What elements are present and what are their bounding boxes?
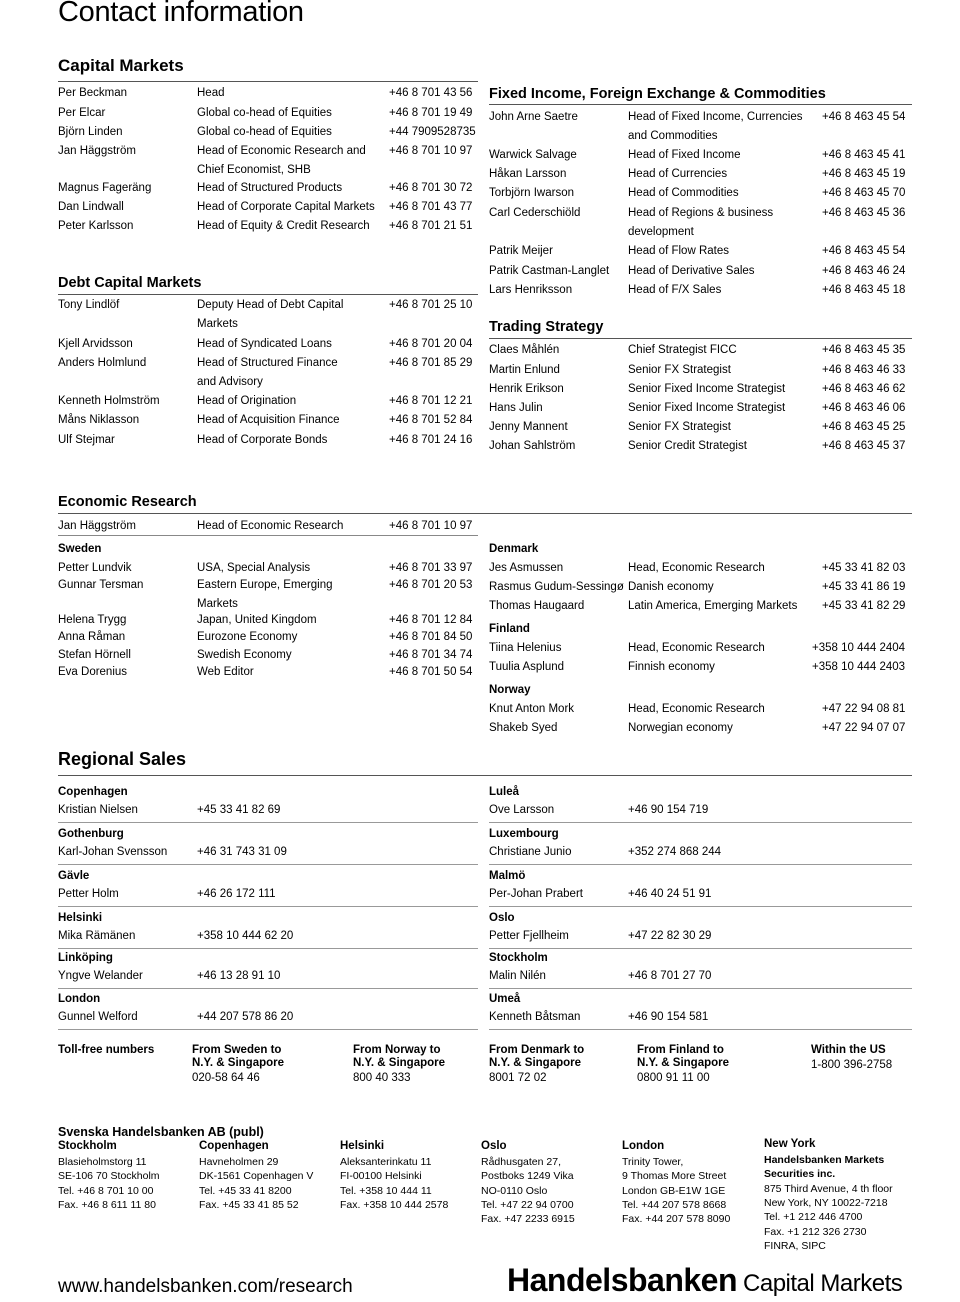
contact-row	[58, 576, 478, 610]
divider	[489, 104, 912, 105]
contact-phone: +46 8 701 85 29	[389, 357, 473, 369]
contact-phone: +46 8 701 12 84	[389, 614, 473, 626]
contact-role: Head of Acquisition Finance	[197, 414, 340, 426]
sales-contact-phone: +46 26 172 111	[197, 888, 276, 900]
contact-name: Claes Måhlén	[489, 344, 560, 356]
contact-phone: +46 8 701 52 84	[389, 414, 473, 426]
office-line: FI-00100 Helsinki	[340, 1170, 422, 1183]
contact-role: Head of Currencies	[628, 168, 728, 180]
country-label: Norway	[489, 684, 531, 696]
contact-row	[489, 361, 909, 380]
sales-city: Copenhagen	[58, 786, 128, 798]
office-line: Tel. +44 207 578 8668	[622, 1198, 727, 1211]
contact-role: Norwegian economy	[628, 722, 733, 734]
toll-free-from: From Sweden to	[192, 1044, 282, 1056]
brand-sub: Capital Markets	[743, 1270, 903, 1297]
contact-name: Warwick Salvage	[489, 149, 577, 161]
country-label: Denmark	[489, 543, 539, 555]
contact-role: Senior Credit Strategist	[628, 440, 747, 452]
contact-role: Eastern Europe, Emerging Markets	[197, 579, 333, 610]
contact-row	[58, 392, 478, 411]
contact-role: Web Editor	[197, 666, 254, 678]
contact-row	[489, 341, 909, 360]
toll-free-from: From Finland to	[637, 1044, 724, 1056]
contact-name: Rasmus Gudum-Sessingø	[489, 581, 624, 593]
contact-phone: +46 8 463 45 25	[822, 421, 906, 433]
divider	[58, 864, 478, 865]
contact-phone: +46 8 463 45 41	[822, 149, 906, 161]
contact-role: Head of Corporate Bonds	[197, 434, 328, 446]
contact-row	[489, 380, 909, 399]
contact-phone: +46 8 701 43 77	[389, 201, 473, 213]
sales-contact-name: Karl-Johan Svensson	[58, 846, 168, 858]
divider	[58, 513, 912, 514]
contact-role: Head of Flow Rates	[628, 245, 729, 257]
contact-role: Head of Derivative Sales	[628, 265, 755, 277]
page-title: Contact information	[58, 0, 304, 28]
toll-free-destination: N.Y. & Singapore	[192, 1057, 285, 1069]
contact-phone: +45 33 41 86 19	[822, 581, 906, 593]
contact-role: Head of Structured Products	[197, 182, 343, 194]
sales-city: London	[58, 993, 101, 1005]
sales-contact-name: Mika Rämänen	[58, 930, 136, 942]
office-city: London	[622, 1140, 665, 1152]
contact-name: Per Elcar	[58, 107, 106, 119]
contact-phone: +45 33 41 82 29	[822, 600, 906, 612]
divider	[58, 775, 912, 776]
contact-phone: +46 8 463 45 70	[822, 187, 906, 199]
toll-free-number: 020-58 64 46	[192, 1072, 260, 1084]
contact-role: Eurozone Economy	[197, 631, 298, 643]
contact-phone: +46 8 701 43 56	[389, 87, 473, 99]
sales-contact-name: Christiane Junio	[489, 846, 572, 858]
toll-free-destination: N.Y. & Singapore	[353, 1057, 446, 1069]
contact-name: Henrik Erikson	[489, 383, 564, 395]
contact-row	[58, 84, 478, 103]
sales-contact-phone: +358 10 444 62 20	[197, 930, 294, 942]
contact-row	[489, 262, 909, 281]
contact-name: Tiina Helenius	[489, 642, 562, 654]
contact-row	[489, 418, 909, 437]
contact-row	[58, 142, 478, 176]
company-name: Svenska Handelsbanken AB (publ)	[58, 1125, 264, 1139]
contact-row	[489, 597, 909, 616]
contact-phone: +46 8 463 45 19	[822, 168, 906, 180]
contact-name: Thomas Haugaard	[489, 600, 585, 612]
sales-contact-phone: +46 40 24 51 91	[628, 888, 712, 900]
contact-phone: +44 7909528735	[389, 126, 476, 138]
contact-role: Japan, United Kingdom	[197, 614, 317, 626]
office-line: Fax. +1 212 326 2730	[764, 1225, 867, 1238]
contact-row	[58, 335, 478, 354]
contact-row	[58, 296, 478, 330]
sales-city: Helsinki	[58, 912, 103, 924]
contact-name: Jan Häggström	[58, 145, 136, 157]
contact-name: Lars Henriksson	[489, 284, 573, 296]
contact-row	[58, 431, 478, 450]
contact-phone: +46 8 463 46 33	[822, 364, 906, 376]
divider	[489, 906, 912, 907]
contact-row	[58, 354, 478, 388]
contact-role: Head of Fixed Income	[628, 149, 741, 161]
sales-contact-phone: +352 274 868 244	[628, 846, 722, 858]
office-city: Helsinki	[340, 1140, 385, 1152]
divider	[58, 822, 478, 823]
contact-name: John Arne Saetre	[489, 111, 578, 123]
country-label: Finland	[489, 623, 530, 635]
section-heading-trading-strategy: Trading Strategy	[489, 319, 604, 335]
contact-role: Senior FX Strategist	[628, 364, 731, 376]
contact-role: Swedish Economy	[197, 649, 292, 661]
office-line: London GB-E1W 1GE	[622, 1184, 726, 1197]
contact-row	[58, 179, 478, 198]
contact-name: Johan Sahlström	[489, 440, 576, 452]
contact-name: Dan Lindwall	[58, 201, 124, 213]
office-line: Fax. +44 207 578 8090	[622, 1213, 731, 1226]
contact-name: Hans Julin	[489, 402, 543, 414]
office-line: Tel. +45 33 41 8200	[199, 1184, 292, 1197]
sales-contact-name: Ove Larsson	[489, 804, 555, 816]
toll-free-from: From Norway to	[353, 1044, 441, 1056]
contact-row	[489, 658, 909, 677]
contact-phone: +46 8 701 50 54	[389, 666, 473, 678]
sales-city: Malmö	[489, 870, 526, 882]
contact-role: Latin America, Emerging Markets	[628, 600, 798, 612]
contact-row	[58, 411, 478, 430]
contact-name: Tuulia Asplund	[489, 661, 565, 673]
sales-city: Gothenburg	[58, 828, 124, 840]
contact-role: USA, Special Analysis	[197, 562, 311, 574]
brand-logo	[507, 1262, 902, 1299]
contact-row	[58, 104, 478, 123]
sales-contact-phone: +46 8 701 27 70	[628, 970, 712, 982]
contact-name: Patrik Meijer	[489, 245, 553, 257]
divider	[489, 988, 912, 989]
contact-role: Senior FX Strategist	[628, 421, 731, 433]
contact-row	[489, 700, 909, 719]
toll-free-from: Within the US	[811, 1044, 886, 1056]
toll-free-number: 8001 72 02	[489, 1072, 547, 1084]
contact-name: Anders Holmlund	[58, 357, 147, 369]
sales-contact-phone: +44 207 578 86 20	[197, 1011, 294, 1023]
contact-role: Head of Fixed Income, Currencies and Commodities	[628, 111, 803, 142]
sales-contact-name: Kenneth Båtsman	[489, 1011, 581, 1023]
contact-name: Shakeb Syed	[489, 722, 558, 734]
contact-name: Carl Cederschiöld	[489, 207, 581, 219]
contact-role: Finnish economy	[628, 661, 715, 673]
contact-phone: +47 22 94 07 07	[822, 722, 906, 734]
office-line: Fax. +45 33 41 85 52	[199, 1198, 299, 1211]
contact-name: Anna Råman	[58, 631, 126, 643]
contact-role: Head of Origination	[197, 395, 297, 407]
contact-phone: +358 10 444 2404	[812, 642, 906, 654]
contact-phone: +46 8 701 19 49	[389, 107, 473, 119]
contact-name: Patrik Castman-Langlet	[489, 265, 610, 277]
contact-role: Senior Fixed Income Strategist	[628, 402, 786, 414]
divider	[58, 81, 478, 82]
contact-phone: +46 8 701 10 97	[389, 520, 473, 532]
contact-role: Head of Commodities	[628, 187, 739, 199]
contact-name: Stefan Hörnell	[58, 649, 131, 661]
divider	[489, 1029, 912, 1030]
sales-contact-phone: +47 22 82 30 29	[628, 930, 712, 942]
office-line: 9 Thomas More Street	[622, 1170, 727, 1183]
contact-row	[58, 123, 478, 142]
office-line: Securities inc.	[764, 1168, 836, 1181]
contact-phone: +46 8 463 45 35	[822, 344, 906, 356]
contact-role: Head of Syndicated Loans	[197, 338, 332, 350]
contact-name: Petter Lundvik	[58, 562, 132, 574]
contact-row	[489, 184, 909, 203]
office-line: Postboks 1249 Vika	[481, 1170, 574, 1183]
contact-row	[58, 198, 478, 217]
contact-phone: +46 8 701 30 72	[389, 182, 473, 194]
office-line: Blasieholmstorg 11	[58, 1156, 147, 1168]
contact-row	[58, 663, 478, 682]
divider	[58, 1029, 478, 1030]
divider	[489, 948, 912, 949]
contact-phone: +46 8 701 21 51	[389, 220, 473, 232]
contact-role: Head, Economic Research	[628, 562, 765, 574]
contact-row	[489, 578, 909, 597]
office-line: Tel. +1 212 446 4700	[764, 1211, 863, 1224]
website-url[interactable]: www.handelsbanken.com/research	[58, 1276, 353, 1297]
office-line: 875 Third Avenue, 4 th floor	[764, 1182, 893, 1195]
contact-name: Ulf Stejmar	[58, 434, 115, 446]
sales-city: Stockholm	[489, 952, 548, 964]
office-line: Fax. +47 2233 6915	[481, 1213, 575, 1226]
contact-row	[489, 108, 909, 142]
contact-name: Eva Dorenius	[58, 666, 128, 678]
section-heading-fixed-income: Fixed Income, Foreign Exchange & Commodities	[489, 86, 826, 102]
contact-row	[489, 165, 909, 184]
contact-role: Head of Economic Research	[197, 520, 344, 532]
contact-role: Head of Equity & Credit Research	[197, 220, 370, 232]
contact-phone: +46 8 463 45 36	[822, 207, 906, 219]
contact-role: Head, Economic Research	[628, 642, 765, 654]
contact-row	[489, 437, 909, 456]
office-city: Copenhagen	[199, 1140, 269, 1152]
contact-phone: +46 8 463 45 37	[822, 440, 906, 452]
divider	[58, 906, 478, 907]
contact-phone: +46 8 701 25 10	[389, 299, 473, 311]
office-line: Tel. +358 10 444 11	[340, 1184, 432, 1197]
divider	[58, 294, 478, 295]
contact-phone: +46 8 701 33 97	[389, 562, 473, 574]
office-line: Fax. +358 10 444 2578	[340, 1198, 449, 1211]
contact-role: Head, Economic Research	[628, 703, 765, 715]
contact-role: Senior Fixed Income Strategist	[628, 383, 786, 395]
contact-row	[58, 517, 478, 536]
contact-name: Kenneth Holmström	[58, 395, 160, 407]
contact-role: Head of Regions & business development	[628, 207, 774, 238]
section-heading-regional-sales: Regional Sales	[58, 749, 187, 769]
office-line: New York, NY 10022-7218	[764, 1196, 888, 1209]
contact-phone: +46 8 701 20 04	[389, 338, 473, 350]
sales-city: Gävle	[58, 870, 90, 882]
contact-name: Jes Asmussen	[489, 562, 564, 574]
contact-phone: +46 8 463 46 62	[822, 383, 906, 395]
contact-role: Head of Corporate Capital Markets	[197, 201, 375, 213]
office-line: Trinity Tower,	[622, 1156, 684, 1168]
contact-name: Martin Enlund	[489, 364, 560, 376]
section-heading-debt-capital-markets: Debt Capital Markets	[58, 275, 202, 291]
contact-name: Torbjörn Iwarson	[489, 187, 575, 199]
contact-row	[489, 399, 909, 418]
contact-name: Tony Lindlöf	[58, 299, 120, 311]
office-line: Aleksanterinkatu 11	[340, 1156, 432, 1168]
section-heading-capital-markets: Capital Markets	[58, 56, 184, 75]
sales-contact-phone: +46 31 743 31 09	[197, 846, 287, 858]
contact-name: Håkan Larsson	[489, 168, 567, 180]
sales-contact-name: Petter Holm	[58, 888, 119, 900]
contact-row	[489, 146, 909, 165]
contact-role: Head of Structured Finance and Advisory	[197, 357, 338, 388]
sales-contact-name: Per-Johan Prabert	[489, 888, 583, 900]
sales-city: Umeå	[489, 993, 521, 1005]
contact-row	[489, 242, 909, 261]
contact-name: Magnus Fageräng	[58, 182, 152, 194]
contact-role: Global co-head of Equities	[197, 126, 332, 138]
sales-contact-phone: +45 33 41 82 69	[197, 804, 281, 816]
office-line: NO-0110 Oslo	[481, 1184, 548, 1197]
contact-phone: +45 33 41 82 03	[822, 562, 906, 574]
sales-city: Luleå	[489, 786, 520, 798]
contact-row	[489, 281, 909, 300]
contact-role: Global co-head of Equities	[197, 107, 332, 119]
sales-contact-name: Gunnel Welford	[58, 1011, 138, 1023]
contact-name: Gunnar Tersman	[58, 579, 144, 591]
contact-name: Jan Häggström	[58, 520, 136, 532]
contact-role: Danish economy	[628, 581, 714, 593]
sales-contact-phone: +46 90 154 581	[628, 1011, 709, 1023]
office-line: Fax. +46 8 611 11 80	[58, 1198, 156, 1211]
toll-free-number: 1-800 396-2758	[811, 1059, 893, 1071]
sales-contact-name: Petter Fjellheim	[489, 930, 569, 942]
contact-row	[489, 204, 909, 238]
contact-row	[489, 719, 909, 738]
sales-city: Luxembourg	[489, 828, 559, 840]
sales-contact-phone: +46 13 28 91 10	[197, 970, 281, 982]
office-city: Stockholm	[58, 1140, 117, 1152]
contact-phone: +46 8 701 24 16	[389, 434, 473, 446]
contact-row	[58, 628, 478, 647]
office-line: Rådhusgaten 27,	[481, 1156, 561, 1168]
office-line: SE-106 70 Stockholm	[58, 1170, 160, 1183]
contact-phone: +46 8 463 45 54	[822, 111, 906, 123]
contact-role: Chief Strategist FICC	[628, 344, 737, 356]
contact-phone: +46 8 701 20 53	[389, 579, 473, 591]
toll-free-number: 800 40 333	[353, 1072, 411, 1084]
contact-row	[58, 217, 478, 236]
divider	[58, 535, 478, 536]
contact-phone: +358 10 444 2403	[812, 661, 906, 673]
sales-contact-name: Yngve Welander	[58, 970, 143, 982]
contact-phone: +46 8 463 46 06	[822, 402, 906, 414]
toll-free-from: From Denmark to	[489, 1044, 585, 1056]
contact-name: Per Beckman	[58, 87, 128, 99]
divider	[58, 988, 478, 989]
toll-free-label: Toll-free numbers	[58, 1044, 155, 1056]
contact-phone: +46 8 701 84 50	[389, 631, 473, 643]
office-line: DK-1561 Copenhagen V	[199, 1170, 314, 1183]
contact-name: Helena Trygg	[58, 614, 127, 626]
contact-role: Head of F/X Sales	[628, 284, 722, 296]
contact-name: Jenny Mannent	[489, 421, 568, 433]
toll-free-destination: N.Y. & Singapore	[637, 1057, 730, 1069]
contact-row	[489, 559, 909, 578]
divider	[58, 948, 478, 949]
country-label: Sweden	[58, 543, 102, 555]
office-line: FINRA, SIPC	[764, 1239, 826, 1252]
toll-free-destination: N.Y. & Singapore	[489, 1057, 582, 1069]
contact-phone: +46 8 463 46 24	[822, 265, 906, 277]
office-line: Havneholmen 29	[199, 1156, 279, 1168]
sales-city: Linköping	[58, 952, 113, 964]
sales-city: Oslo	[489, 912, 515, 924]
divider	[489, 822, 912, 823]
contact-name: Knut Anton Mork	[489, 703, 575, 715]
contact-name: Peter Karlsson	[58, 220, 134, 232]
office-line: Tel. +47 22 94 0700	[481, 1198, 574, 1211]
contact-role: Head of Economic Research and Chief Economist, SHB	[197, 145, 366, 176]
contact-name: Björn Linden	[58, 126, 123, 138]
sales-contact-name: Kristian Nielsen	[58, 804, 138, 816]
section-heading-economic-research: Economic Research	[58, 494, 197, 510]
divider	[489, 338, 912, 339]
contact-row	[489, 639, 909, 658]
office-city: New York	[764, 1138, 816, 1150]
sales-contact-phone: +46 90 154 719	[628, 804, 709, 816]
office-line: Handelsbanken Markets	[764, 1154, 885, 1166]
contact-phone: +46 8 463 45 18	[822, 284, 906, 296]
office-line: Tel. +46 8 701 10 00	[58, 1184, 154, 1197]
contact-phone: +46 8 463 45 54	[822, 245, 906, 257]
sales-contact-name: Malin Nilén	[489, 970, 546, 982]
office-city: Oslo	[481, 1140, 507, 1152]
brand-main: Handelsbanken	[507, 1262, 738, 1298]
contact-phone: +46 8 701 12 21	[389, 395, 473, 407]
divider	[489, 864, 912, 865]
contact-phone: +46 8 701 10 97	[389, 145, 473, 157]
contact-role: Deputy Head of Debt Capital Markets	[197, 299, 344, 330]
contact-phone: +47 22 94 08 81	[822, 703, 906, 715]
contact-role: Head	[197, 87, 225, 99]
contact-name: Kjell Arvidsson	[58, 338, 133, 350]
contact-name: Måns Niklasson	[58, 414, 140, 426]
contact-phone: +46 8 701 34 74	[389, 649, 473, 661]
toll-free-number: 0800 91 11 00	[637, 1072, 710, 1084]
